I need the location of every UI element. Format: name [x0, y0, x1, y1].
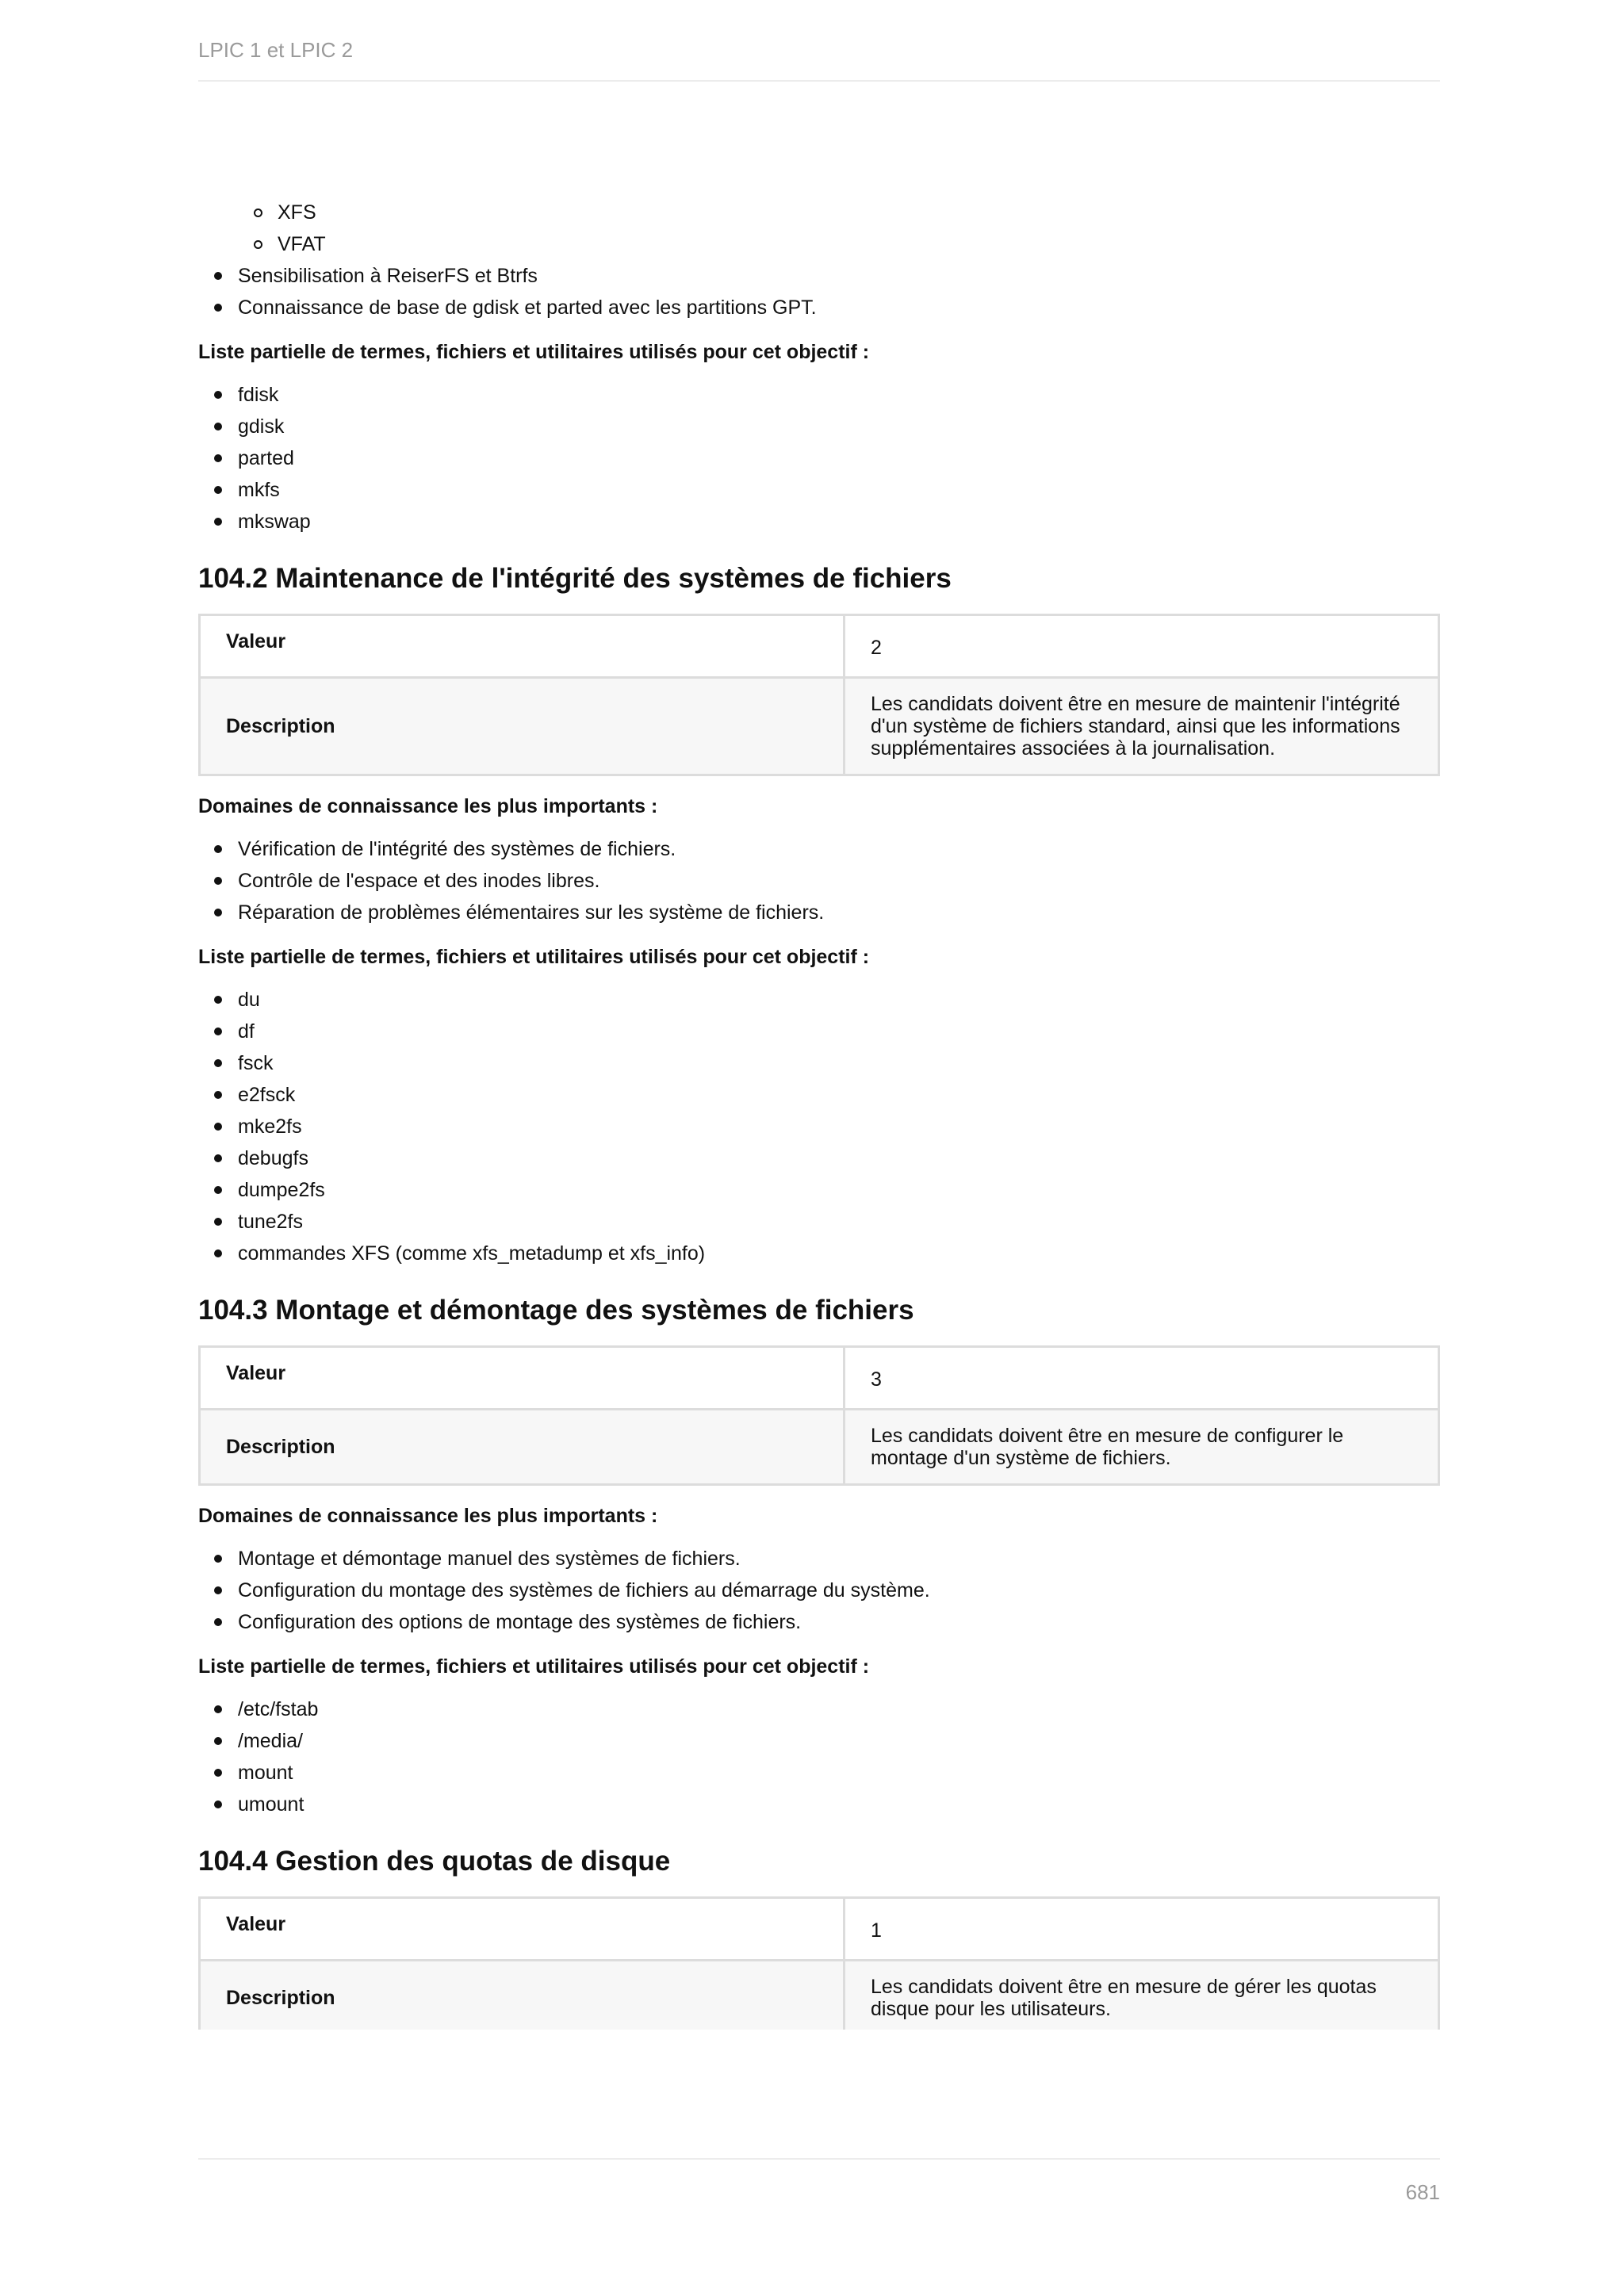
footer-divider	[198, 2158, 1440, 2160]
filesystem-sublist	[198, 197, 1440, 260]
terms-label: Liste partielle de termes, fichiers et utilitaires utilisés pour cet objectif :	[198, 946, 870, 968]
domains-list-104-2	[198, 833, 1440, 928]
list-item: e2fsck	[198, 1079, 1440, 1111]
description-cell: Les candidats doivent être en mesure de configurer le montage d'un système de fichiers.	[845, 1410, 1439, 1485]
list-item: Sensibilisation à ReiserFS et Btrfs	[198, 260, 1440, 292]
description-key: Description	[200, 678, 845, 775]
running-header: LPIC 1 et LPIC 2	[198, 38, 354, 62]
value-cell: 1	[845, 1898, 1439, 1961]
list-item: fdisk	[198, 379, 1440, 411]
list-item: mke2fs	[198, 1111, 1440, 1142]
page-number: 681	[1405, 2180, 1440, 2204]
value-cell: 2	[845, 615, 1439, 678]
list-item: Réparation de problèmes élémentaires sur les système de fichiers.	[198, 897, 1440, 928]
description-key: Description	[200, 1410, 845, 1485]
terms-list-104-3	[198, 1693, 1440, 1820]
list-item: commandes XFS (comme xfs_metadump et xfs_info)	[198, 1238, 1440, 1269]
list-item: Contrôle de l'espace et des inodes libres.	[198, 865, 1440, 897]
list-item: /media/	[198, 1725, 1440, 1757]
value-key: Valeur	[200, 1898, 845, 1961]
description-key: Description	[200, 1961, 845, 2030]
list-item: mount	[198, 1757, 1440, 1789]
description-cell: Les candidats doivent être en mesure de maintenir l'intégrité d'un système de fichiers standard, ainsi que les informations supplémentaires associées à la journalisation.	[845, 678, 1439, 775]
domains-label: Domaines de connaissance les plus importants :	[198, 795, 658, 817]
list-item: Vérification de l'intégrité des systèmes de fichiers.	[198, 833, 1440, 865]
terms-list-104-2	[198, 984, 1440, 1269]
header-divider	[198, 80, 1440, 82]
list-item: du	[198, 984, 1440, 1016]
page-content	[198, 197, 1440, 2030]
list-item: XFS	[198, 197, 1440, 228]
terms-label: Liste partielle de termes, fichiers et utilitaires utilisés pour cet objectif :	[198, 341, 870, 363]
section-heading-104-2: 104.2 Maintenance de l'intégrité des systèmes de fichiers	[198, 563, 952, 594]
list-item: fsck	[198, 1047, 1440, 1079]
objective-table-104-2	[198, 614, 1440, 776]
list-item: mkswap	[198, 506, 1440, 538]
list-item: gdisk	[198, 411, 1440, 442]
list-item: tune2fs	[198, 1206, 1440, 1238]
list-item: mkfs	[198, 474, 1440, 506]
domains-label: Domaines de connaissance les plus importants :	[198, 1505, 658, 1527]
list-item: Connaissance de base de gdisk et parted avec les partitions GPT.	[198, 292, 1440, 323]
table-clip	[198, 1896, 1440, 2030]
terms-list-1041	[198, 379, 1440, 538]
domains-list-104-3	[198, 1543, 1440, 1638]
value-key: Valeur	[200, 1347, 845, 1410]
list-item: Configuration des options de montage des systèmes de fichiers.	[198, 1606, 1440, 1638]
list-item: Configuration du montage des systèmes de fichiers au démarrage du système.	[198, 1575, 1440, 1606]
value-key: Valeur	[200, 615, 845, 678]
list-item: VFAT	[198, 228, 1440, 260]
objective-table-104-3	[198, 1345, 1440, 1486]
list-item: umount	[198, 1789, 1440, 1820]
list-item: df	[198, 1016, 1440, 1047]
section-heading-104-4: 104.4 Gestion des quotas de disque	[198, 1846, 671, 1877]
knowledge-list-tail	[198, 260, 1440, 323]
value-cell: 3	[845, 1347, 1439, 1410]
description-cell: Les candidats doivent être en mesure de gérer les quotas disque pour les utilisateurs.	[845, 1961, 1439, 2030]
list-item: Montage et démontage manuel des systèmes de fichiers.	[198, 1543, 1440, 1575]
list-item: /etc/fstab	[198, 1693, 1440, 1725]
list-item: parted	[198, 442, 1440, 474]
list-item: dumpe2fs	[198, 1174, 1440, 1206]
terms-label: Liste partielle de termes, fichiers et utilitaires utilisés pour cet objectif :	[198, 1655, 870, 1678]
list-item: debugfs	[198, 1142, 1440, 1174]
objective-table-104-4	[198, 1896, 1440, 2030]
section-heading-104-3: 104.3 Montage et démontage des systèmes de fichiers	[198, 1295, 914, 1326]
